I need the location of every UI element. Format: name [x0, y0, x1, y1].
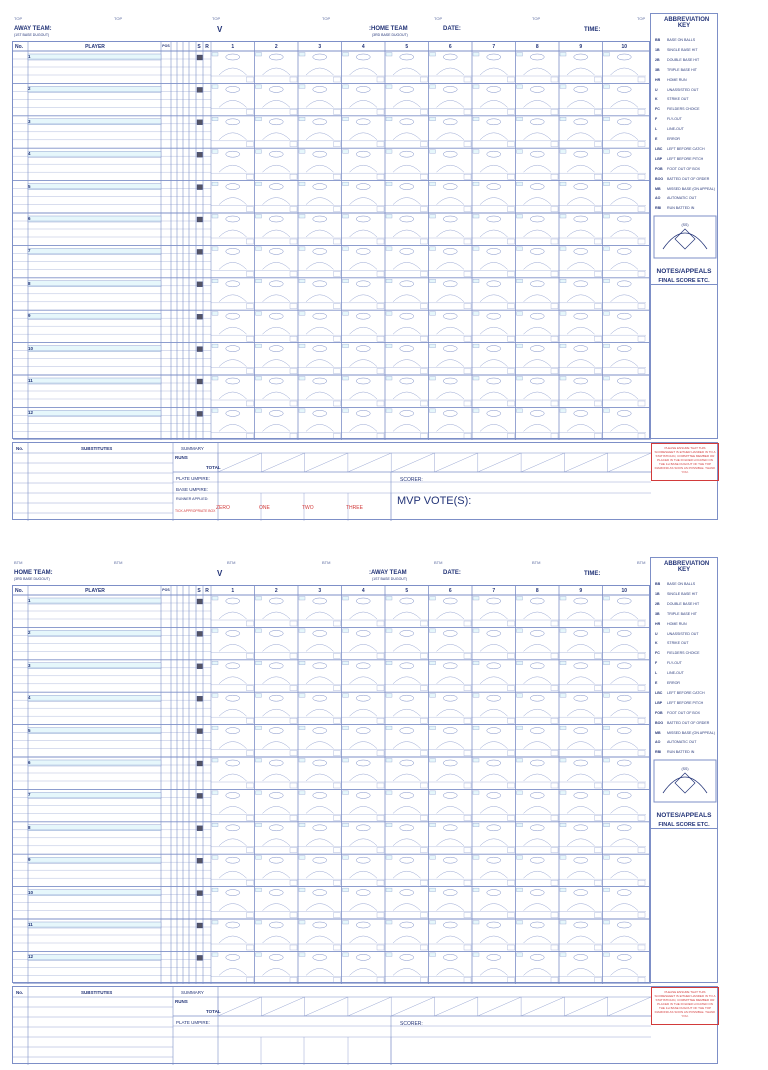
abbreviation-item [655, 68, 697, 72]
abbreviation-item [655, 187, 715, 191]
abbreviation-desc: LINE-OUT [667, 127, 684, 132]
btm-tag: BTM [14, 560, 23, 565]
subs-no-header: No. [16, 446, 24, 451]
abbreviation-desc: SINGLE BASE HIT [667, 591, 698, 596]
fielding-diamond-icon [653, 759, 717, 803]
inning-header: 10 [621, 44, 628, 50]
abbreviation-code: HR [655, 77, 661, 82]
abbreviation-desc: FOOT OUT OF BOX [667, 166, 701, 171]
batting-order-number: 7 [28, 792, 31, 798]
abbreviation-desc: STRIKE OUT [667, 97, 689, 102]
abbreviation-desc: TRIPLE BASE HIT [667, 611, 697, 616]
abbreviation-desc: ERROR [667, 681, 680, 685]
summary-label: SUMMARY [181, 446, 204, 451]
btm-tag: BTM [114, 560, 123, 565]
abbreviation-item [655, 78, 687, 82]
abbreviation-item [655, 196, 696, 200]
scorer-label: SCORER: [400, 1021, 423, 1027]
runs-label: RUNS [175, 455, 188, 460]
date-label: DATE: [443, 26, 461, 32]
abbreviation-code: 2B [655, 57, 660, 62]
abbreviation-item [655, 147, 705, 151]
abbreviation-desc: FIELDERS CHOICE [667, 651, 700, 656]
column-header-r: R [205, 44, 209, 50]
submission-notice: PLEASE ENSURE THAT THIS SCORESHEET IS EITHER HANDED IN TO A STATISTICIAN, COMMITTEE MEMBER OR PLACED IN THE FOLDER LOCATED ON THE 1st BASE DUGOUT OF THE TOP DIAMOND AS SOON AS POSSIBLE. THANK YOU. [651, 443, 719, 481]
abbreviation-desc: MISSED BASE (ON APPEAL) [667, 730, 715, 735]
top-tag: TOP [434, 16, 443, 21]
abbreviation-code: MB [655, 730, 661, 735]
column-header-s: S [197, 44, 201, 50]
away-team-label: :AWAY TEAM [369, 570, 407, 576]
abbreviation-code: BOO [655, 720, 664, 725]
versus-label: V [217, 569, 223, 578]
batting-order-number: 10 [28, 889, 34, 895]
inning-header: 5 [405, 44, 409, 50]
inning-header: 7 [492, 44, 496, 50]
abbreviation-code: FOB [655, 166, 663, 171]
abbreviation-code: LBC [655, 690, 663, 695]
abbreviation-code: 3B [655, 67, 660, 72]
abbreviation-desc: BASE ON BALLS [667, 38, 696, 42]
home-team-label: HOME TEAM: [14, 570, 53, 576]
abbreviation-code: FOB [655, 710, 663, 715]
batting-order-number: 11 [28, 922, 33, 927]
abbreviation-key-panel [650, 13, 718, 439]
batting-order-number: 10 [28, 345, 34, 351]
three-option[interactable]: THREE [346, 505, 363, 511]
batting-order-number: 1 [28, 54, 31, 59]
abbreviation-item [655, 612, 697, 616]
abbreviation-code: L [655, 671, 658, 676]
abbreviation-desc: MISSED BASE (ON APPEAL) [667, 186, 715, 191]
abbreviation-desc: BATTED OUT OF ORDER [667, 176, 710, 181]
abbreviation-desc: HOME RUN [667, 621, 687, 626]
batting-order-number: 3 [28, 662, 31, 668]
abbreviation-item [655, 651, 700, 655]
inning-header: 9 [579, 588, 583, 594]
substitutes-section [12, 442, 718, 520]
btm-tag: BTM [637, 560, 646, 565]
abbreviation-item [655, 622, 687, 626]
mvp-vote-label: MVP VOTE(S): [397, 495, 472, 507]
abbreviation-item [655, 157, 703, 161]
abbreviation-code: LBC [655, 146, 663, 151]
abbreviation-item [655, 602, 699, 606]
batting-order-number: 5 [28, 727, 31, 733]
abbreviation-code: F [655, 117, 658, 122]
abbreviation-desc: UNASSISTED OUT [667, 87, 699, 92]
abbreviation-code: RBI [655, 750, 662, 755]
batting-order-number: 8 [28, 280, 31, 286]
abbreviation-desc: HOME RUN [667, 77, 687, 82]
batting-order-number: 8 [28, 824, 31, 830]
abbreviation-desc: FIELDERS CHOICE [667, 107, 700, 112]
abbreviation-item [655, 58, 699, 62]
two-option[interactable]: TWO [302, 505, 314, 511]
abbreviation-item [655, 48, 698, 52]
abbreviation-code: BOO [655, 176, 664, 181]
top-tag: TOP [322, 16, 331, 21]
abbreviation-item [655, 127, 684, 131]
inning-header: 1 [231, 588, 235, 594]
inning-header: 4 [361, 588, 365, 594]
column-header-no: No. [15, 44, 24, 50]
abbreviation-code: HR [655, 621, 661, 626]
abbreviation-code: 1B [655, 591, 660, 596]
total-label: TOTAL [206, 465, 221, 470]
abbreviation-desc: FLY-OUT [667, 661, 682, 666]
abbreviation-key-title: ABBREVIATION KEY [664, 561, 710, 573]
column-header-player: PLAYER [85, 588, 105, 594]
abbreviation-item [655, 38, 695, 42]
abbreviation-desc: RUN BATTED IN [667, 206, 695, 211]
abbreviation-desc: BATTED OUT OF ORDER [667, 720, 710, 725]
date-label: DATE: [443, 570, 461, 576]
one-option[interactable]: ONE [259, 505, 270, 511]
abbreviation-key-panel [650, 557, 718, 983]
batting-order-number: 9 [28, 313, 31, 319]
versus-label: V [217, 25, 223, 34]
scorer-label: SCORER: [400, 477, 423, 483]
inning-header: 6 [448, 588, 452, 594]
abbreviation-desc: AUTOMATIC OUT [667, 196, 697, 201]
batting-order-number: 6 [28, 216, 31, 221]
away-team-dugout: (1ST BASE DUGOUT) [372, 577, 408, 581]
btm-tag: BTM [434, 560, 443, 565]
batting-order-number: 4 [28, 695, 31, 701]
fielding-diamond-icon [653, 215, 717, 259]
abbreviation-desc: UNASSISTED OUT [667, 631, 699, 636]
column-header-player: PLAYER [85, 44, 105, 50]
abbreviation-desc: LEFT BEFORE PITCH [667, 700, 704, 705]
abbreviation-item [655, 641, 689, 645]
substitutes-header: SUBSTITUTES [81, 446, 113, 451]
scoresheet-top [12, 12, 718, 522]
batting-order-number: 5 [28, 183, 31, 189]
batting-order-number: 12 [28, 954, 34, 960]
inning-header: 2 [274, 588, 278, 594]
home-team-label: :HOME TEAM [369, 26, 408, 32]
abbreviation-desc: FLY-OUT [667, 117, 682, 122]
abbreviation-code: BB [655, 582, 661, 586]
runs-label: RUNS [175, 999, 188, 1004]
plate-umpire-label: PLATE UMPIRE: [176, 1020, 210, 1025]
batting-order-number: 4 [28, 151, 31, 157]
substitutes-grid-lines [13, 987, 719, 1065]
abbreviation-desc: DOUBLE BASE HIT [667, 601, 700, 606]
inning-header: 10 [621, 588, 628, 594]
abbreviation-code: FC [655, 107, 660, 112]
inning-header: 6 [448, 44, 452, 50]
abbreviation-desc: STRIKE OUT [667, 641, 689, 646]
notes-appeals-title: NOTES/APPEALS FINAL SCORE ETC. [656, 812, 712, 828]
batting-order-number: 2 [28, 630, 31, 636]
abbreviation-item [655, 632, 699, 636]
abbreviation-item [655, 592, 698, 596]
home-team-dugout: (3RD BASE DUGOUT) [14, 577, 50, 581]
abbreviation-code: LBP [655, 156, 663, 161]
top-tag: TOP [212, 16, 221, 21]
summary-label: SUMMARY [181, 990, 204, 995]
abbreviation-code: L [655, 127, 658, 132]
abbreviation-item [655, 740, 696, 744]
inning-header: 8 [535, 588, 539, 594]
abbreviation-item [655, 167, 700, 171]
btm-tag: BTM [532, 560, 541, 565]
inning-header: 2 [274, 44, 278, 50]
column-header-r: R [205, 588, 209, 594]
tick-box-label: TICK APPROPRIATE BOX [175, 509, 216, 513]
home-team-dugout: (3RD BASE DUGOUT) [372, 33, 408, 37]
batting-order-number: 12 [28, 410, 34, 416]
abbreviation-item [655, 701, 703, 705]
column-header-pos: POS [162, 44, 170, 48]
svg-text:(SS): (SS) [681, 767, 689, 771]
abbreviation-desc: TRIPLE BASE HIT [667, 67, 697, 72]
inning-header: 4 [361, 44, 365, 50]
batting-order-number: 11 [28, 378, 33, 383]
abbreviation-code: K [655, 97, 658, 102]
abbreviation-code: 1B [655, 47, 660, 52]
abbreviation-desc: LEFT BEFORE PITCH [667, 156, 704, 161]
abbreviation-desc: LEFT BEFORE CATCH [667, 146, 705, 151]
abbreviation-code: LBP [655, 700, 663, 705]
inning-header: 3 [318, 44, 322, 50]
abbreviation-code: AO [655, 740, 661, 745]
abbreviation-code: E [655, 137, 658, 141]
time-label: TIME: [584, 571, 601, 577]
substitutes-grid-lines [13, 443, 719, 521]
abbreviation-item [655, 107, 700, 111]
svg-text:(SS): (SS) [681, 223, 689, 227]
inning-header: 9 [579, 44, 583, 50]
abbreviation-item [655, 177, 709, 181]
abbreviation-item [655, 661, 682, 665]
batting-order-number: 9 [28, 857, 31, 863]
abbreviation-code: AO [655, 196, 661, 201]
abbreviation-item [655, 117, 682, 121]
top-tag: TOP [637, 16, 646, 21]
abbreviation-desc: LINE-OUT [667, 671, 684, 676]
abbreviation-item [655, 731, 715, 735]
abbreviation-code: MB [655, 186, 661, 191]
abbreviation-item [655, 721, 709, 725]
abbreviation-item [655, 711, 700, 715]
btm-tag: BTM [227, 560, 236, 565]
substitutes-section [12, 986, 718, 1064]
column-header-pos: POS [162, 588, 170, 592]
abbreviation-desc: DOUBLE BASE HIT [667, 57, 700, 62]
batting-order-number: 7 [28, 248, 31, 254]
batting-grid [12, 585, 650, 983]
abbreviation-key-title: ABBREVIATION KEY [664, 17, 710, 29]
submission-notice: PLEASE ENSURE THAT THIS SCORESHEET IS EITHER HANDED IN TO A STATISTICIAN, COMMITTEE MEMBER OR PLACED IN THE FOLDER LOCATED ON THE 1st BASE DUGOUT OF THE TOP DIAMOND AS SOON AS POSSIBLE. THANK YOU. [651, 987, 719, 1025]
abbreviation-item [655, 206, 694, 210]
batting-grid [12, 41, 650, 439]
top-tag: TOP [14, 16, 23, 21]
abbreviation-code: FC [655, 651, 660, 656]
abbreviation-item [655, 681, 680, 685]
inning-header: 8 [535, 44, 539, 50]
notes-appeals-title: NOTES/APPEALS FINAL SCORE ETC. [656, 268, 712, 284]
runner-applied-label: RUNNER APPLIED: [176, 497, 209, 501]
abbreviation-code: U [655, 631, 658, 636]
base-umpire-label: BASE UMPIRE: [176, 487, 209, 492]
scoring-grid-lines [13, 586, 651, 984]
plate-umpire-label: PLATE UMPIRE: [176, 476, 210, 481]
abbreviation-item [655, 88, 699, 92]
column-header-s: S [197, 588, 201, 594]
inning-header: 1 [231, 44, 235, 50]
abbreviation-item [655, 137, 680, 141]
inning-header: 5 [405, 588, 409, 594]
column-header-no: No. [15, 588, 24, 594]
btm-tag: BTM [322, 560, 331, 565]
abbreviation-code: U [655, 87, 658, 92]
abbreviation-code: K [655, 641, 658, 646]
scoresheet-bottom [12, 556, 718, 1026]
abbreviation-desc: AUTOMATIC OUT [667, 740, 697, 745]
abbreviation-item [655, 671, 684, 675]
abbreviation-item [655, 750, 694, 754]
abbreviation-desc: ERROR [667, 137, 680, 141]
zero-option[interactable]: ZERO [216, 505, 230, 511]
abbreviation-item [655, 582, 695, 586]
top-tag: TOP [114, 16, 123, 21]
abbreviation-code: 2B [655, 601, 660, 606]
inning-header: 7 [492, 588, 496, 594]
scoring-grid-lines [13, 42, 651, 440]
abbreviation-desc: LEFT BEFORE CATCH [667, 690, 705, 695]
abbreviation-code: BB [655, 38, 661, 42]
top-tag: TOP [532, 16, 541, 21]
away-team-dugout: (1ST BASE DUGOUT) [14, 33, 50, 37]
time-label: TIME: [584, 27, 601, 33]
batting-order-number: 2 [28, 86, 31, 92]
abbreviation-desc: BASE ON BALLS [667, 582, 696, 586]
abbreviation-desc: FOOT OUT OF BOX [667, 710, 701, 715]
batting-order-number: 3 [28, 118, 31, 124]
abbreviation-item [655, 97, 689, 101]
abbreviation-desc: SINGLE BASE HIT [667, 47, 698, 52]
abbreviation-code: E [655, 681, 658, 685]
abbreviation-code: F [655, 661, 658, 666]
abbreviation-desc: RUN BATTED IN [667, 750, 695, 755]
batting-order-number: 1 [28, 598, 31, 603]
subs-no-header: No. [16, 990, 24, 995]
total-label: TOTAL [206, 1009, 221, 1014]
inning-header: 3 [318, 588, 322, 594]
abbreviation-code: 3B [655, 611, 660, 616]
abbreviation-code: RBI [655, 206, 662, 211]
substitutes-header: SUBSTITUTES [81, 990, 113, 995]
away-team-label: AWAY TEAM: [14, 26, 52, 32]
abbreviation-item [655, 691, 705, 695]
batting-order-number: 6 [28, 760, 31, 765]
